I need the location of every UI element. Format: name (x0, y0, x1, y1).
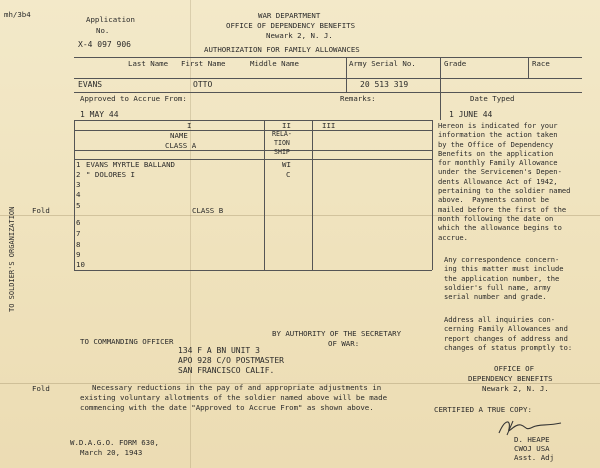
column-i-header: I (187, 121, 192, 130)
soldier-first-name: OTTO (193, 80, 213, 89)
relationship-header: RELA- (272, 130, 292, 138)
dependent-name: " DOLORES I (86, 170, 135, 179)
signer-rank: CWOJ USA (514, 444, 550, 453)
middle-name-header: Middle Name (250, 59, 299, 68)
column-iii-header: III (322, 121, 336, 130)
department-heading: WAR DEPARTMENT (258, 11, 321, 20)
race-header: Race (532, 59, 550, 68)
fold-label-lower: Fold (32, 384, 50, 393)
row-number: 2 (76, 170, 81, 179)
reductions-note-line3: commencing with the date "Approved to Accrue From" as shown above. (80, 403, 374, 412)
rule (74, 270, 432, 271)
to-commanding-officer: TO COMMANDING OFFICER (80, 337, 174, 346)
reductions-note-line2: existing voluntary allotments of the soldier named above will be made (80, 393, 388, 402)
rule (74, 57, 582, 58)
office-city: Newark 2, N. J. (266, 31, 333, 40)
rule (74, 150, 432, 151)
rule (346, 57, 347, 92)
unit-address-line2: APO 928 C/O POSTMASTER (178, 356, 284, 365)
row-number: 4 (76, 190, 81, 199)
reductions-note-line1: Necessary reductions in the pay of and appropriate adjustments in (92, 383, 382, 392)
rule (74, 130, 432, 131)
info-paragraph: Hereon is indicated for your information the action taken by the Office of Dependency Benefits on the application for monthly Family Allowance under the Servicemen's Depen- dents Allowance Act of 1942, pertaining to the soldier named above. Payments cannot be mailed before the first of the month following the date on which the allowance begins to accrue. (438, 121, 571, 242)
last-name-header: Last Name (128, 59, 169, 68)
accrue-date: 1 MAY 44 (80, 110, 119, 119)
correspondence-paragraph: Any correspondence concern- ing this matter must include the application number, the soldier's full name, army serial number and grade. (444, 255, 564, 302)
office-name-line1: OFFICE OF (494, 364, 535, 373)
office-city-line: Newark 2, N. J. (482, 384, 549, 393)
office-heading: OFFICE OF DEPENDENCY BENEFITS (226, 21, 356, 30)
file-code: mh/3b4 (4, 10, 31, 19)
name-header: NAME (170, 131, 188, 140)
date-typed-label: Date Typed (470, 94, 515, 103)
authority-line2: OF WAR: (328, 339, 360, 348)
approved-accrue-label: Approved to Accrue From: (80, 94, 187, 103)
document-title: AUTHORIZATION FOR FAMILY ALLOWANCES (204, 45, 360, 54)
rule (74, 78, 582, 79)
remarks-label: Remarks: (340, 94, 376, 103)
row-number: 6 (76, 218, 81, 227)
dependent-name: EVANS MYRTLE BALLAND (86, 160, 175, 169)
soldier-last-name: EVANS (78, 80, 103, 89)
dependent-relationship: C (286, 170, 291, 179)
grade-header: Grade (444, 59, 467, 68)
signer-title: Asst. Adj (514, 453, 555, 462)
no-label: No. (96, 26, 110, 35)
form-date: March 20, 1943 (80, 448, 143, 457)
row-number: 10 (76, 260, 85, 269)
row-number: 1 (76, 160, 81, 169)
rule (74, 92, 582, 93)
rule (440, 78, 441, 120)
serial-header: Army Serial No. (349, 59, 416, 68)
certified-copy-label: CERTIFIED A TRUE COPY: (434, 405, 532, 414)
row-number: 7 (76, 229, 81, 238)
rule (264, 120, 265, 270)
unit-address-line1: 134 F A BN UNIT 3 (178, 346, 260, 355)
inquiries-paragraph: Address all inquiries con- cerning Family Allowances and report changes of address and changes of status promptly to: (444, 315, 573, 352)
row-number: 5 (76, 201, 81, 210)
application-number: X-4 097 906 (78, 40, 131, 49)
row-number: 9 (76, 250, 81, 259)
relationship-header: TION (274, 139, 290, 147)
rule (74, 120, 75, 270)
class-b-header: CLASS B (192, 206, 224, 215)
application-label: Application (86, 15, 135, 24)
row-number: 8 (76, 240, 81, 249)
rule (440, 57, 441, 78)
form-number: W.D.A.G.O. FORM 630, (70, 438, 159, 447)
dependent-relationship: WI (282, 160, 291, 169)
class-a-header: CLASS A (165, 141, 197, 150)
row-number: 3 (76, 180, 81, 189)
office-name-line2: DEPENDENCY BENEFITS (468, 374, 553, 383)
unit-address-line3: SAN FRANCISCO CALIF. (178, 366, 275, 375)
rule (528, 57, 529, 78)
handwritten-signature (495, 415, 565, 437)
authority-line1: BY AUTHORITY OF THE SECRETARY (272, 329, 402, 338)
column-ii-header: II (282, 121, 291, 130)
date-typed: 1 JUNE 44 (449, 110, 493, 119)
fold-label-upper: Fold (32, 206, 50, 215)
rule (74, 120, 432, 121)
routing-side-label: TO SOLDIER'S ORGANIZATION (8, 206, 16, 312)
first-name-header: First Name (181, 59, 226, 68)
signer-name: D. HEAPE (514, 435, 550, 444)
soldier-serial: 20 513 319 (360, 80, 409, 89)
relationship-header: SHIP (274, 148, 290, 156)
rule (432, 120, 433, 270)
rule (312, 120, 313, 270)
